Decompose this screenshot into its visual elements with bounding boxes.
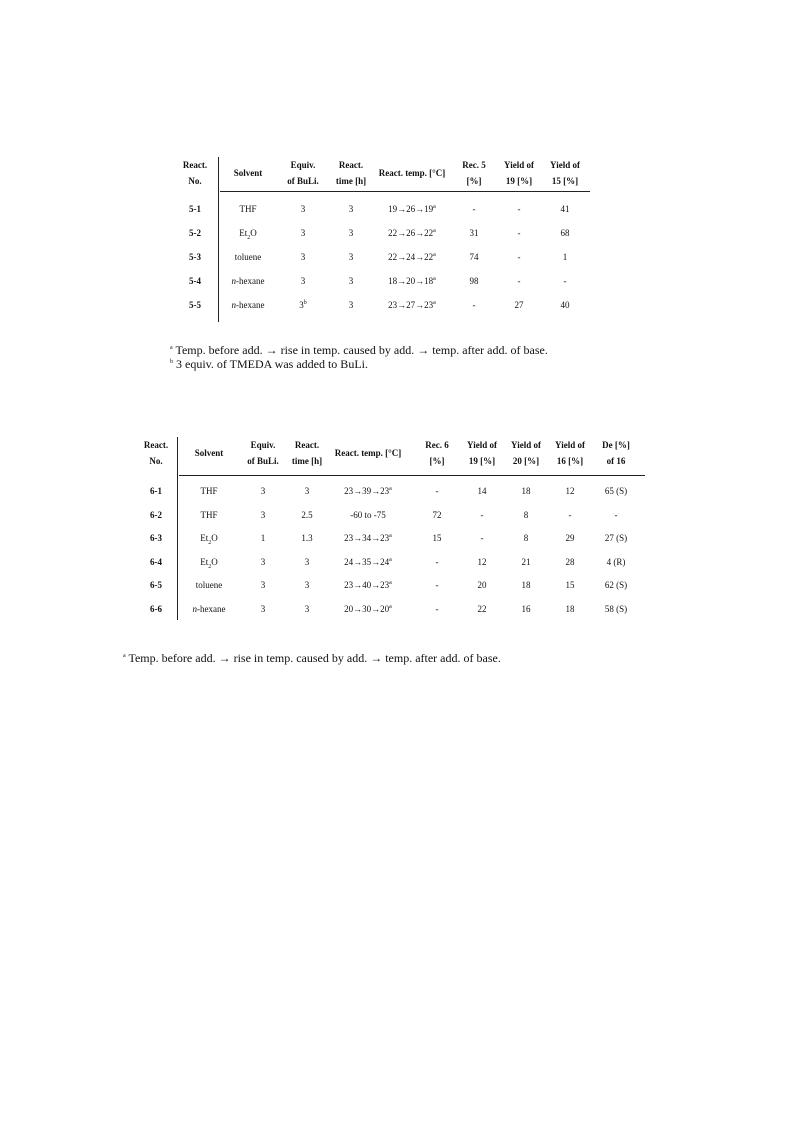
cell-no xyxy=(170,293,220,317)
cell-text: 58 (S) xyxy=(604,603,628,614)
footnote-mark: a xyxy=(123,653,126,659)
header-line: React. xyxy=(143,440,169,450)
cell-equiv xyxy=(239,526,287,550)
cell-y15 xyxy=(542,293,588,317)
cell-temp xyxy=(327,597,409,621)
cell-y20 xyxy=(504,479,548,503)
cell-text: 14 xyxy=(477,486,487,496)
header-line: Rec. 6 xyxy=(425,440,449,450)
cell-text: 6-3 xyxy=(150,533,162,543)
cell-text: 19→26→19 xyxy=(388,204,434,214)
footnote-text: Temp. before add. → rise in temp. caused by add. → temp. after add. of base. xyxy=(125,651,501,665)
cell-text: 21 xyxy=(521,556,531,567)
cell-text: - xyxy=(435,486,439,496)
cell-text: 74 xyxy=(469,252,479,262)
cell-time xyxy=(330,269,372,293)
cell-no xyxy=(135,597,177,621)
cell-text: 5-2 xyxy=(189,228,201,238)
cell-text: a xyxy=(389,603,392,610)
cell-solvent xyxy=(179,597,239,621)
cell-no xyxy=(135,550,177,574)
cell-text: 6-5 xyxy=(150,580,162,590)
cell-text: n xyxy=(231,276,236,286)
header-line: [%] xyxy=(466,176,482,186)
cell-y16 xyxy=(548,526,592,550)
cell-y19 xyxy=(496,245,542,269)
cell-text: - xyxy=(480,509,484,520)
cell-temp xyxy=(372,245,452,269)
cell-text: n xyxy=(231,300,236,310)
cell-rec xyxy=(452,269,496,293)
header-rule xyxy=(179,475,645,476)
cell-temp xyxy=(372,269,452,293)
table-6 xyxy=(135,437,645,620)
cell-rec xyxy=(452,197,496,221)
header-time xyxy=(287,437,327,469)
footnote-text: 3 equiv. of TMEDA was added to BuLi. xyxy=(173,357,368,371)
cell-text: a xyxy=(433,228,436,234)
cell-rec xyxy=(415,503,459,527)
cell-text: 3 xyxy=(304,486,310,496)
cell-no xyxy=(135,526,177,550)
cell-text: a xyxy=(389,580,392,586)
cell-y15 xyxy=(542,197,588,221)
cell-time xyxy=(330,221,372,245)
cell-text: 6-6 xyxy=(150,603,162,614)
cell-y19 xyxy=(460,526,504,550)
cell-equiv xyxy=(239,479,287,503)
cell-text: 22 xyxy=(477,603,487,614)
cell-y19 xyxy=(496,269,542,293)
header-line: 15 [%] xyxy=(551,176,579,186)
cell-time xyxy=(287,550,327,574)
cell-text: 23→34→23 xyxy=(344,533,390,543)
cell-text: 1 xyxy=(562,252,568,262)
cell-text: 1.3 xyxy=(301,533,313,543)
cell-no xyxy=(135,503,177,527)
cell-solvent xyxy=(179,573,239,597)
cell-text: 15 xyxy=(565,580,575,590)
footnote-text: Temp. before add. → rise in temp. caused by add. → temp. after add. of base. xyxy=(172,343,548,357)
cell-text: 3 xyxy=(260,509,266,520)
header-line: of BuLi. xyxy=(287,176,319,186)
cell-y19 xyxy=(496,197,542,221)
cell-temp xyxy=(372,221,452,245)
cell-no xyxy=(170,197,220,221)
cell-text: 5-4 xyxy=(189,276,201,286)
cell-y15 xyxy=(542,269,588,293)
header-line: of BuLi. xyxy=(247,456,279,466)
table-row xyxy=(170,269,590,293)
header-yield-20 xyxy=(504,437,548,469)
cell-text: 16 xyxy=(521,603,531,614)
header-react-no xyxy=(135,437,177,469)
cell-rec xyxy=(452,245,496,269)
cell-solvent xyxy=(220,197,276,221)
header-line: Yield of xyxy=(555,440,585,450)
cell-text: 27 (S) xyxy=(604,533,628,543)
cell-text: 3 xyxy=(260,603,266,614)
cell-text: - xyxy=(435,580,439,590)
cell-temp xyxy=(327,550,409,574)
table-row xyxy=(135,526,645,550)
cell-text: 3 xyxy=(299,300,304,310)
header-line: Yield of xyxy=(467,440,497,450)
cell-no xyxy=(135,573,177,597)
cell-text: 3 xyxy=(300,228,306,238)
cell-temp xyxy=(372,197,452,221)
cell-text: 23→39→23 xyxy=(344,486,390,496)
cell-text: - xyxy=(563,276,567,286)
cell-de xyxy=(592,550,640,574)
cell-text: toluene xyxy=(234,252,262,262)
cell-text: 8 xyxy=(523,533,529,543)
cell-rec xyxy=(415,526,459,550)
cell-text: 3 xyxy=(304,580,310,590)
header-line: React. xyxy=(294,440,320,450)
header-rec xyxy=(452,157,496,189)
header-solvent: Solvent xyxy=(194,448,224,458)
header-temp: React. temp. [°C] xyxy=(378,168,446,178)
cell-text: - xyxy=(480,533,484,543)
cell-equiv xyxy=(276,221,330,245)
header-line: Equiv. xyxy=(250,440,276,450)
cell-text: 31 xyxy=(469,228,479,238)
cell-rec xyxy=(415,550,459,574)
header-line: of 16 xyxy=(606,456,626,466)
cell-y20 xyxy=(504,526,548,550)
header-line: 20 [%] xyxy=(512,456,540,466)
cell-solvent xyxy=(179,526,239,550)
header-line: Yield of xyxy=(511,440,541,450)
cell-text: 3 xyxy=(348,300,354,310)
cell-y19 xyxy=(460,597,504,621)
header-solvent: Solvent xyxy=(233,168,263,178)
cell-equiv xyxy=(239,503,287,527)
header-rule xyxy=(220,191,590,192)
cell-text: 2 xyxy=(208,539,212,546)
cell-text: 3 xyxy=(348,204,354,214)
cell-solvent xyxy=(220,269,276,293)
header-line: 19 [%] xyxy=(468,456,496,466)
header-yield-19 xyxy=(496,157,542,189)
cell-temp xyxy=(372,293,452,317)
cell-text: b xyxy=(303,300,307,306)
cell-rec xyxy=(415,479,459,503)
cell-text: - xyxy=(472,300,476,310)
cell-text: a xyxy=(433,300,436,306)
cell-no xyxy=(170,245,220,269)
header-line: Rec. 5 xyxy=(462,160,486,170)
header-yield-19 xyxy=(460,437,504,469)
table-row xyxy=(135,597,645,621)
header-equiv xyxy=(276,157,330,189)
cell-text: 3 xyxy=(348,276,354,286)
cell-time xyxy=(287,479,327,503)
cell-text: 3 xyxy=(300,252,306,262)
table-row xyxy=(135,550,645,574)
cell-text: 22→24→22 xyxy=(388,252,434,262)
cell-text: - xyxy=(517,228,521,238)
cell-text: O xyxy=(211,533,218,543)
cell-text: 5-3 xyxy=(189,252,201,262)
cell-text: 62 (S) xyxy=(604,580,628,590)
cell-text: 23→40→23 xyxy=(344,580,390,590)
cell-text: 3 xyxy=(260,556,266,567)
cell-text: - xyxy=(472,204,476,214)
cell-y15 xyxy=(542,245,588,269)
cell-y19 xyxy=(460,503,504,527)
cell-text: Et xyxy=(200,533,209,543)
cell-text: a xyxy=(433,252,436,258)
cell-text: a xyxy=(389,556,392,563)
cell-text: 68 xyxy=(560,228,570,238)
cell-text: a xyxy=(389,533,392,539)
cell-equiv xyxy=(276,245,330,269)
cell-rec xyxy=(452,293,496,317)
table-row xyxy=(135,573,645,597)
cell-solvent xyxy=(179,550,239,574)
cell-text: 3 xyxy=(260,580,266,590)
header-line: No. xyxy=(149,456,163,466)
cell-no xyxy=(170,221,220,245)
cell-equiv xyxy=(239,597,287,621)
cell-time xyxy=(330,293,372,317)
header-line: Yield of xyxy=(550,160,580,170)
cell-equiv xyxy=(276,269,330,293)
cell-de xyxy=(592,479,640,503)
header-rec xyxy=(415,437,459,469)
header-line: [%] xyxy=(429,456,445,466)
cell-text: a xyxy=(433,204,436,210)
header-line: Equiv. xyxy=(290,160,316,170)
cell-text: 1 xyxy=(260,533,266,543)
cell-temp xyxy=(327,526,409,550)
cell-de xyxy=(592,573,640,597)
cell-text: 5-1 xyxy=(189,204,201,214)
cell-solvent xyxy=(220,293,276,317)
header-line: No. xyxy=(188,176,202,186)
cell-text: -hexane xyxy=(236,300,265,310)
cell-text: O xyxy=(250,228,257,238)
cell-equiv xyxy=(239,573,287,597)
cell-no xyxy=(135,479,177,503)
table-row xyxy=(170,221,590,245)
cell-text: 20→30→20 xyxy=(344,603,390,614)
cell-y19 xyxy=(496,221,542,245)
cell-text: 12 xyxy=(477,556,487,567)
table-row xyxy=(135,479,645,503)
cell-text: 2 xyxy=(208,563,212,570)
cell-time xyxy=(287,573,327,597)
table-row xyxy=(170,245,590,269)
cell-y20 xyxy=(504,503,548,527)
cell-text: 8 xyxy=(523,509,529,520)
cell-text: 2 xyxy=(247,234,251,241)
cell-time xyxy=(287,503,327,527)
cell-temp xyxy=(327,573,409,597)
cell-text: -hexane xyxy=(236,276,265,286)
cell-temp xyxy=(327,503,409,527)
table-5 xyxy=(170,157,590,322)
cell-y19 xyxy=(460,573,504,597)
cell-text: 23→27→23 xyxy=(388,300,434,310)
cell-time xyxy=(330,245,372,269)
cell-y20 xyxy=(504,573,548,597)
cell-text: Et xyxy=(200,556,209,567)
table-row xyxy=(170,293,590,317)
header-time xyxy=(330,157,372,189)
cell-time xyxy=(287,526,327,550)
cell-text: 3 xyxy=(348,252,354,262)
cell-solvent xyxy=(220,245,276,269)
cell-text: 18→20→18 xyxy=(388,276,434,286)
header-line: De [%] xyxy=(602,440,630,450)
header-de xyxy=(592,437,640,469)
cell-text: - xyxy=(517,204,521,214)
cell-temp xyxy=(327,479,409,503)
cell-text: Et xyxy=(239,228,248,238)
header-line: 16 [%] xyxy=(556,456,584,466)
cell-de xyxy=(592,503,640,527)
cell-time xyxy=(287,597,327,621)
cell-text: 4 (R) xyxy=(606,556,626,567)
cell-rec xyxy=(415,573,459,597)
cell-text: 12 xyxy=(565,486,575,496)
cell-solvent xyxy=(220,221,276,245)
cell-y16 xyxy=(548,503,592,527)
cell-text: THF xyxy=(200,486,218,496)
cell-text: - xyxy=(614,509,618,520)
cell-text: - xyxy=(517,276,521,286)
cell-text: -60 to -75 xyxy=(350,509,386,520)
header-react-no xyxy=(170,157,220,189)
table-row xyxy=(170,197,590,221)
cell-text: 18 xyxy=(565,603,575,614)
cell-equiv xyxy=(239,550,287,574)
cell-text: 20 xyxy=(477,580,487,590)
cell-text: 6-1 xyxy=(150,486,162,496)
cell-text: THF xyxy=(239,204,257,214)
footnote-mark: b xyxy=(170,359,173,365)
header-line: Yield of xyxy=(504,160,534,170)
cell-rec xyxy=(415,597,459,621)
cell-text: 22→26→22 xyxy=(388,228,434,238)
cell-text: 98 xyxy=(469,276,479,286)
cell-text: 5-5 xyxy=(189,300,201,310)
cell-text: 6-4 xyxy=(150,556,162,567)
cell-equiv xyxy=(276,197,330,221)
cell-text: 3 xyxy=(300,204,306,214)
cell-y20 xyxy=(504,550,548,574)
table-6-footnote-a xyxy=(123,651,501,665)
cell-text: 18 xyxy=(521,580,531,590)
cell-text: toluene xyxy=(195,580,223,590)
cell-text: a xyxy=(389,486,392,492)
cell-text: - xyxy=(435,556,439,567)
cell-text: 3 xyxy=(260,486,266,496)
cell-text: 3 xyxy=(348,228,354,238)
table-row xyxy=(135,503,645,527)
cell-y16 xyxy=(548,573,592,597)
cell-text: 72 xyxy=(432,509,442,520)
cell-text: n xyxy=(192,603,197,614)
cell-y15 xyxy=(542,221,588,245)
header-line: React. xyxy=(338,160,364,170)
cell-text: 18 xyxy=(521,486,531,496)
header-yield-15 xyxy=(542,157,588,189)
cell-de xyxy=(592,597,640,621)
cell-text: 6-2 xyxy=(150,509,162,520)
header-yield-16 xyxy=(548,437,592,469)
cell-text: 3 xyxy=(304,556,310,567)
cell-text: -hexane xyxy=(197,603,226,614)
footnote-mark: a xyxy=(170,345,173,351)
cell-solvent xyxy=(179,503,239,527)
cell-no xyxy=(170,269,220,293)
cell-y20 xyxy=(504,597,548,621)
cell-text: a xyxy=(433,276,436,282)
cell-text: 3 xyxy=(300,276,306,286)
cell-solvent xyxy=(179,479,239,503)
cell-text: THF xyxy=(200,509,218,520)
cell-y19 xyxy=(460,479,504,503)
header-equiv xyxy=(239,437,287,469)
header-temp: React. temp. [°C] xyxy=(334,448,402,458)
cell-y16 xyxy=(548,550,592,574)
cell-equiv xyxy=(276,293,330,317)
header-line: time [h] xyxy=(335,176,367,186)
table-5-footnote-a xyxy=(170,343,548,357)
table-5-footnote-b xyxy=(170,357,368,371)
cell-rec xyxy=(452,221,496,245)
cell-y19 xyxy=(496,293,542,317)
cell-text: - xyxy=(568,509,572,520)
cell-text: 41 xyxy=(560,204,570,214)
cell-text: - xyxy=(435,603,439,614)
cell-text: 24→35→24 xyxy=(344,556,390,567)
cell-y16 xyxy=(548,479,592,503)
cell-text: 29 xyxy=(565,533,575,543)
cell-time xyxy=(330,197,372,221)
cell-de xyxy=(592,526,640,550)
cell-text: 27 xyxy=(514,300,524,310)
header-line: time [h] xyxy=(291,456,323,466)
cell-text: 2.5 xyxy=(301,509,313,520)
cell-y19 xyxy=(460,550,504,574)
cell-text: 28 xyxy=(565,556,575,567)
cell-text: 15 xyxy=(432,533,442,543)
cell-text: 3 xyxy=(304,603,310,614)
header-line: React. xyxy=(182,160,208,170)
cell-y16 xyxy=(548,597,592,621)
cell-text: 65 (S) xyxy=(604,486,628,496)
header-line: 19 [%] xyxy=(505,176,533,186)
cell-text: - xyxy=(517,252,521,262)
cell-text: O xyxy=(211,556,218,567)
cell-text: 40 xyxy=(560,300,570,310)
